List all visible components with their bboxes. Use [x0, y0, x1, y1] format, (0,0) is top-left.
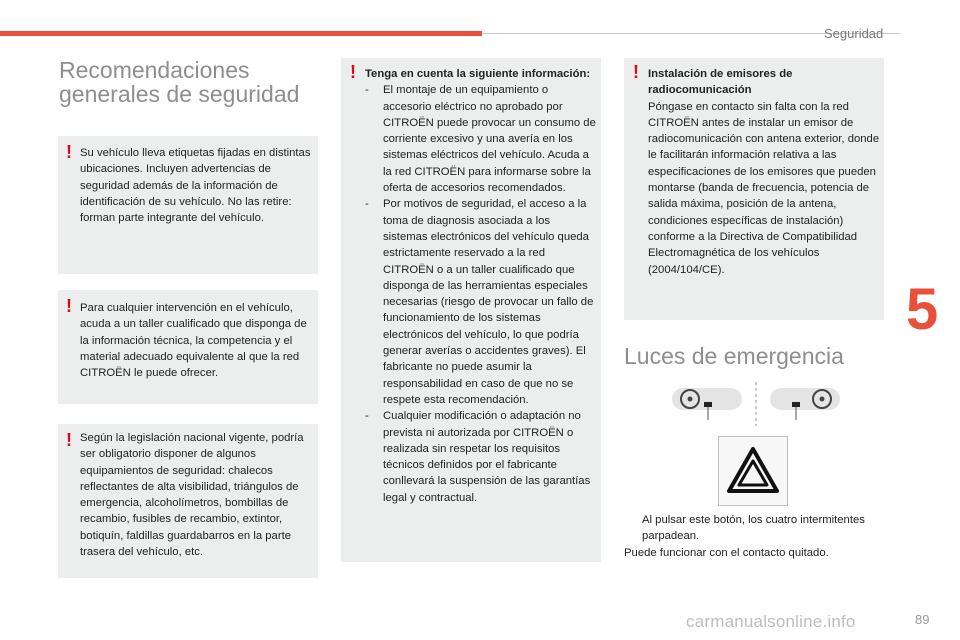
dashboard-location-icon — [672, 380, 840, 428]
note-box-labels — [58, 136, 318, 274]
list-item: - El montaje de un equipamiento o accesorio eléctrico no aprobado por CITROËN puede provocar un consumo de corriente excesivo y una avería en los sistemas eléctricos del vehículo. Acuda a la red CITROËN para informarse sobre la oferta de accesorios recomendados. — [365, 82, 597, 196]
warning-mark-icon: ! — [350, 62, 356, 82]
hazard-description — [624, 512, 874, 561]
note-box-legislation — [58, 424, 318, 578]
section-heading-hazard: Luces de emergencia — [624, 343, 844, 369]
hazard-note: Puede funcionar con el contacto quitado. — [624, 546, 829, 559]
page-title: Recomendaciones generales de seguridad — [59, 57, 300, 107]
warning-mark-icon: ! — [66, 142, 72, 162]
hazard-button-illustration — [718, 436, 788, 506]
list-item: - Cualquier modificación o adaptación no prevista ni autorizada por CITROËN o realizada sin respetar los requisitos técnicos definidos por el fabricante conllevará la suspensión de las garantías legal y contractual. — [365, 408, 597, 506]
note-box-radio — [624, 58, 884, 320]
page-number: 89 — [915, 612, 930, 627]
watermark: carmanualsonline.info — [686, 612, 856, 631]
section-title: Seguridad — [824, 26, 884, 41]
note-text: Según la legislación nacional vigente, podría ser obligatorio disponer de algunos equipamientos de seguridad: chalecos reflectantes de alta visibilidad, triángulos de emergencia, alcoholímetros, bombillas de recambio, fusibles de recambio, extintor, botiquín, faldillas guardabarros en la parte trasera del vehículo, etc. — [80, 432, 304, 559]
note-text: Póngase en contacto sin falta con la red CITROËN antes de instalar un emisor de radiocomunicación con antena exterior, donde le facilitarán información relativa a las especificaciones de los emisores que pueden montarse (banda de frecuencia, potencia de salida máxima, posición de la antena, condiciones específicas de instalación) conforme a la Directiva de Compatibilidad Electromagnética de los vehículos (2004/104/CE). — [648, 100, 880, 276]
warning-mark-icon: ! — [66, 296, 72, 316]
list-item-text: El montaje de un equipamiento o accesorio eléctrico no aprobado por CITROËN puede provocar un consumo de corriente excesivo y una avería en los sistemas eléctricos del vehículo. Acuda a la red CITROËN para informarse sobre la oferta de accesorios recomendados. — [383, 84, 596, 195]
hazard-triangle-icon — [719, 437, 787, 505]
bullet-icon — [624, 512, 642, 545]
note-text: Su vehículo lleva etiquetas fijadas en distintas ubicaciones. Incluyen advertencias de seguridad además de la información de identificación de su vehículo. No las retire: forman parte integrante del vehículo. — [80, 147, 311, 225]
note-text: Para cualquier intervención en el vehículo, acuda a un taller cualificado que disponga de la información técnica, la competencia y el material adecuado equivalente al que la red CITROËN le puede ofrecer. — [80, 302, 307, 380]
note-box-workshop — [58, 290, 318, 404]
list-item-text: Por motivos de seguridad, el acceso a la toma de diagnosis asociada a los sistemas electrónicos del vehículo queda estrictamente reservado a la red CITROËN o a un taller cualificado que disponga de las herramientas especiales necesarias (riesgo de provocar un fallo de funcionamiento de los sistemas electrónicos del vehículo, lo que podría generar averías o accidentes graves). El fabricante no puede asumir la responsabilidad en caso de que no se respete esta recomendación. — [383, 198, 594, 406]
note-heading: Tenga en cuenta la siguiente información: — [365, 68, 591, 80]
bullet-text: Al pulsar este botón, los cuatro intermitentes parpadean. — [642, 514, 865, 543]
note-box-accessories — [341, 58, 601, 562]
list-item: - Por motivos de seguridad, el acceso a la toma de diagnosis asociada a los sistemas electrónicos del vehículo queda estrictamente reservado a la red CITROËN o a un taller cualificado que disponga de las herramientas especiales necesarias (riesgo de provocar un fallo de funcionamiento de los sistemas electrónicos del vehículo, lo que podría generar averías o accidentes graves). El fabricante no puede asumir la responsabilidad en caso de que no se respete esta recomendación. — [365, 196, 597, 408]
warning-mark-icon: ! — [66, 430, 72, 450]
note-heading: Instalación de emisores de radiocomunicación — [648, 68, 793, 97]
warning-mark-icon: ! — [633, 62, 639, 82]
header-accent-bar — [0, 31, 482, 36]
chapter-number: 5 — [906, 277, 939, 342]
list-item-text: Cualquier modificación o adaptación no prevista ni autorizada por CITROËN o realizada sin respetar los requisitos técnicos definidos por el fabricante conllevará la suspensión de las garantías legal y contractual. — [383, 410, 591, 504]
